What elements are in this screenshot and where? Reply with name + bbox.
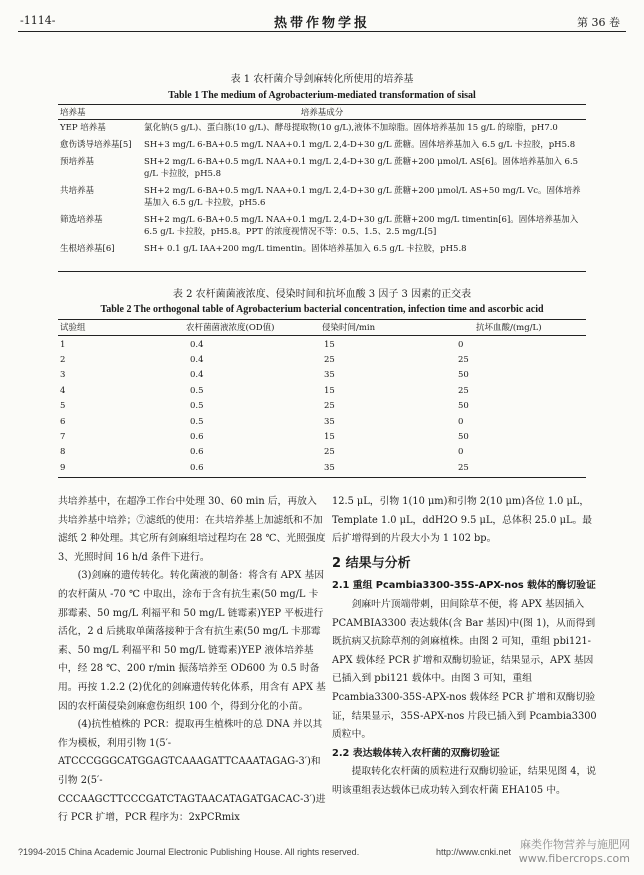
watermark-url: www.fibercrops.com	[518, 852, 630, 865]
table2-cell: 4	[60, 385, 66, 396]
body-paragraph: (3)剑麻的遗传转化。转化菌液的制备：将含有 APX 基因的农杆菌从 -70 ℃ 中取出，涂布于含有抗生素(50 mg/L 卡那霉素、50 mg/L 利福平和 50 mg/L 链霉素)YEP 平板进行活化，2 d 后挑取单菌落接种于含有抗生素(50 mg/L 卡那霉素、50 mg/L 利福平和 50 mg/L 链霉素)YEP 液体培养基中，经 28 ℃、200 r/min 振荡培养至 OD600 为 0.5 时备用。再按 1.2.2 (2)优化的剑麻遗传转化体系，用含有 APX 基因的农杆菌侵染剑麻愈伤组织 100 个，得到分化的小苗。	[58, 570, 326, 712]
table-row	[58, 399, 586, 414]
body-paragraph: 剑麻叶片顶端带刺，田间除草不便，将 APX 基因插入 PCAMBIA3300 表达载体(含 Bar 基因)中(图 1)，从而得到既抗病又抗除草剂的剑麻植株。由图 2 可知，重组 pbi121-APX 载体经 PCR 扩增和双酶切验证，结果显示，APX 基因已插入到 pbi121 载体中。由图 3 可知，重组 Pcambia3300-35S-APX-nos 载体经 PCR 扩增和双酶切验证，结果显示，35S-APX-nos 片段已插入到 Pcambia3300 质粒中。	[332, 598, 597, 741]
table1-cell-content: SH+ 0.1 g/L IAA+200 mg/L timentin。固体培养基加入 6.5 g/L 卡拉胶，pH5.8	[144, 244, 467, 254]
table2-cell: 2	[60, 355, 66, 366]
table2-cell: 0.6	[190, 432, 204, 443]
table1-bottom-rule	[58, 271, 586, 272]
table2-header-od: 农杆菌菌液浓度(OD值)	[186, 323, 275, 333]
subsection-heading: 2.2 表达载体转入农杆菌的双酶切验证	[332, 747, 500, 759]
body-left-column	[58, 493, 326, 828]
section-heading: 2 结果与分析	[332, 555, 411, 571]
table2-header-time: 侵染时间/min	[322, 323, 376, 333]
table2-cell: 6	[60, 416, 66, 427]
table1-cell-name: 愈伤诱导培养基[5]	[60, 140, 132, 150]
table2-cell: 35	[324, 462, 335, 473]
table1-caption-cn: 表 1 农杆菌介导剑麻转化所使用的培养基	[230, 74, 414, 85]
table2	[58, 337, 586, 476]
table2-cell: 8	[60, 447, 66, 458]
journal-title: 热带作物学报	[273, 16, 370, 31]
table2-cell: 25	[324, 401, 335, 412]
table-row	[58, 154, 586, 183]
table1-cell-name: 生根培养基[6]	[60, 244, 115, 254]
body-right-column	[332, 493, 598, 801]
table2-cell: 25	[458, 462, 469, 473]
table2-cell: 0.4	[190, 370, 204, 381]
table1-header-medium: 培养基	[60, 108, 86, 118]
table-row	[58, 383, 586, 398]
table-row	[58, 352, 586, 367]
table2-cell: 0	[458, 447, 464, 458]
table2-cell: 0	[458, 416, 464, 427]
table2-cell: 9	[60, 462, 66, 473]
page-number: -1114-	[20, 14, 56, 27]
table2-cell: 3	[60, 370, 66, 381]
table2-cell: 25	[324, 447, 335, 458]
table2-bottom-rule	[58, 477, 586, 478]
table1-cell-content: SH+3 mg/L 6-BA+0.5 mg/L NAA+0.1 mg/L 2,4-D+30 g/L 蔗糖。固体培养基加入 6.5 g/L 卡拉胶，pH5.8	[144, 140, 576, 150]
table2-cell: 35	[324, 370, 335, 381]
table1-cell-content: SH+2 mg/L 6-BA+0.5 mg/L NAA+0.1 mg/L 2,4-D+30 g/L 蔗糖+200 μmol/L AS+50 mg/L Vc。固体培养基加入 6.5 g/L 卡拉胶，pH5.6	[144, 186, 581, 208]
table2-cell: 0.4	[190, 355, 204, 366]
table2-cell: 50	[458, 370, 469, 381]
table1-caption-en: Table 1 The medium of Agrobacterium-mediated transformation of sisal	[168, 90, 476, 101]
table2-cell: 0.6	[190, 462, 204, 473]
table2-cell: 7	[60, 432, 66, 443]
table-row	[58, 212, 586, 241]
table-row	[58, 137, 586, 154]
table1-cell-content: 氯化钠(5 g/L)、蛋白胨(10 g/L)、酵母提取物(10 g/L),液体不加琼脂。固体培养基加 15 g/L 的琼脂，pH7.0	[144, 123, 558, 133]
table2-cell: 15	[324, 385, 335, 396]
table2-cell: 50	[458, 432, 469, 443]
table2-cell: 5	[60, 401, 66, 412]
table2-cell: 0.5	[190, 401, 204, 412]
table2-header-vc: 抗坏血酸/(mg/L)	[476, 323, 542, 333]
table2-cell: 50	[458, 401, 469, 412]
table-row	[58, 445, 586, 460]
table1-header-content: 培养基成分	[300, 108, 344, 118]
table2-cell: 35	[324, 416, 335, 427]
volume-label: 第 36 卷	[577, 16, 620, 29]
table2-cell: 0.5	[190, 385, 204, 396]
body-paragraph: (4)抗性植株的 PCR：提取再生植株叶的总 DNA 并以其作为模板，利用引物 1(5′-ATCCCGGGCATGGAGTCAAAGATTCAAATAGAG-3′)和引物 2(5′-CCCAAGCTTCCCGATCTAGTAACATAGATGACAC-3′)进行 PCR 扩增，PCR 程序为：2xPCRmix	[58, 719, 326, 824]
subsection-heading: 2.1 重组 Pcambia3300-35S-APX-nos 载体的酶切验证	[332, 580, 596, 592]
table2-cell: 0.6	[190, 447, 204, 458]
table2-cell: 15	[324, 432, 335, 443]
table2-caption-en: Table 2 The orthogonal table of Agrobacterium bacterial concentration, infection time and ascorbic acid	[100, 304, 544, 315]
table-row	[58, 241, 586, 258]
table1-cell-content: SH+2 mg/L 6-BA+0.5 mg/L NAA+0.1 mg/L 2,4-D+30 g/L 蔗糖+200 mg/L timentin[6]。固体培养基加入 6.5 g/L 卡拉胶，pH5.8。PPT 的浓度视情况不等：0.5、1.5、2.5 mg/L[5]	[144, 215, 579, 237]
table2-cell: 0.5	[190, 416, 204, 427]
watermark	[519, 838, 630, 866]
table-row	[58, 414, 586, 429]
table2-cell: 25	[324, 355, 335, 366]
table2-cell: 25	[458, 355, 469, 366]
table2-header-rule	[58, 335, 586, 336]
table-row	[58, 337, 586, 352]
table2-cell: 0.4	[190, 339, 204, 350]
body-paragraph: 共培养基中，在超净工作台中处理 30、60 min 后，再放入共培养基中培养；⑦滤纸的使用：在共培养基上加滤纸和不加滤纸 2 种处理。其它所有剑麻组培过程均在 28 ℃、光照强度 3、光照时间 16 h/d 条件下进行。	[58, 496, 326, 563]
table2-cell: 0	[458, 339, 464, 350]
table2-cell: 25	[458, 385, 469, 396]
table1-cell-name: 共培养基	[60, 186, 95, 196]
table1-cell-name: 筛选培养基	[60, 215, 103, 225]
table2-top-rule	[58, 319, 586, 320]
table1-cell-content: SH+2 mg/L 6-BA+0.5 mg/L NAA+0.1 mg/L 2,4-D+30 g/L 蔗糖+200 μmol/L AS[6]。固体培养基加入 6.5 g/L 卡拉胶，pH5.8	[144, 157, 579, 179]
table2-caption-cn: 表 2 农杆菌菌液浓度、侵染时间和抗坏血酸 3 因子 3 因素的正交表	[172, 289, 472, 300]
watermark-text: 麻类作物营养与施肥网	[520, 838, 630, 851]
table2-cell: 1	[60, 339, 66, 350]
copyright-footer: ?1994-2015 China Academic Journal Electronic Publishing House. All rights reserved.	[18, 847, 360, 857]
table2-cell: 15	[324, 339, 335, 350]
table-row	[58, 120, 586, 137]
body-paragraph: 提取转化农杆菌的质粒进行双酶切验证，结果见图 4，说明该重组表达载体已成功转入到农杆菌 EHA105 中。	[332, 766, 597, 796]
table1-top-rule	[58, 104, 586, 105]
table1-cell-name: 预培养基	[60, 157, 95, 167]
cnki-url: http://www.cnki.net	[436, 847, 512, 857]
table-row	[58, 368, 586, 383]
table-row	[58, 460, 586, 475]
table1-cell-name: YEP 培养基	[60, 123, 106, 133]
header-rule	[18, 31, 626, 32]
table2-header-group: 试验组	[60, 323, 86, 333]
body-paragraph: 12.5 μL，引物 1(10 μm)和引物 2(10 μm)各位 1.0 μL，Template 1.0 μL，ddH2O 9.5 μL，总体积 25.0 μL。最后扩增得到的片段大小为 1 102 bp。	[332, 496, 593, 545]
table1	[58, 120, 586, 258]
table-row	[58, 429, 586, 444]
table-row	[58, 183, 586, 212]
